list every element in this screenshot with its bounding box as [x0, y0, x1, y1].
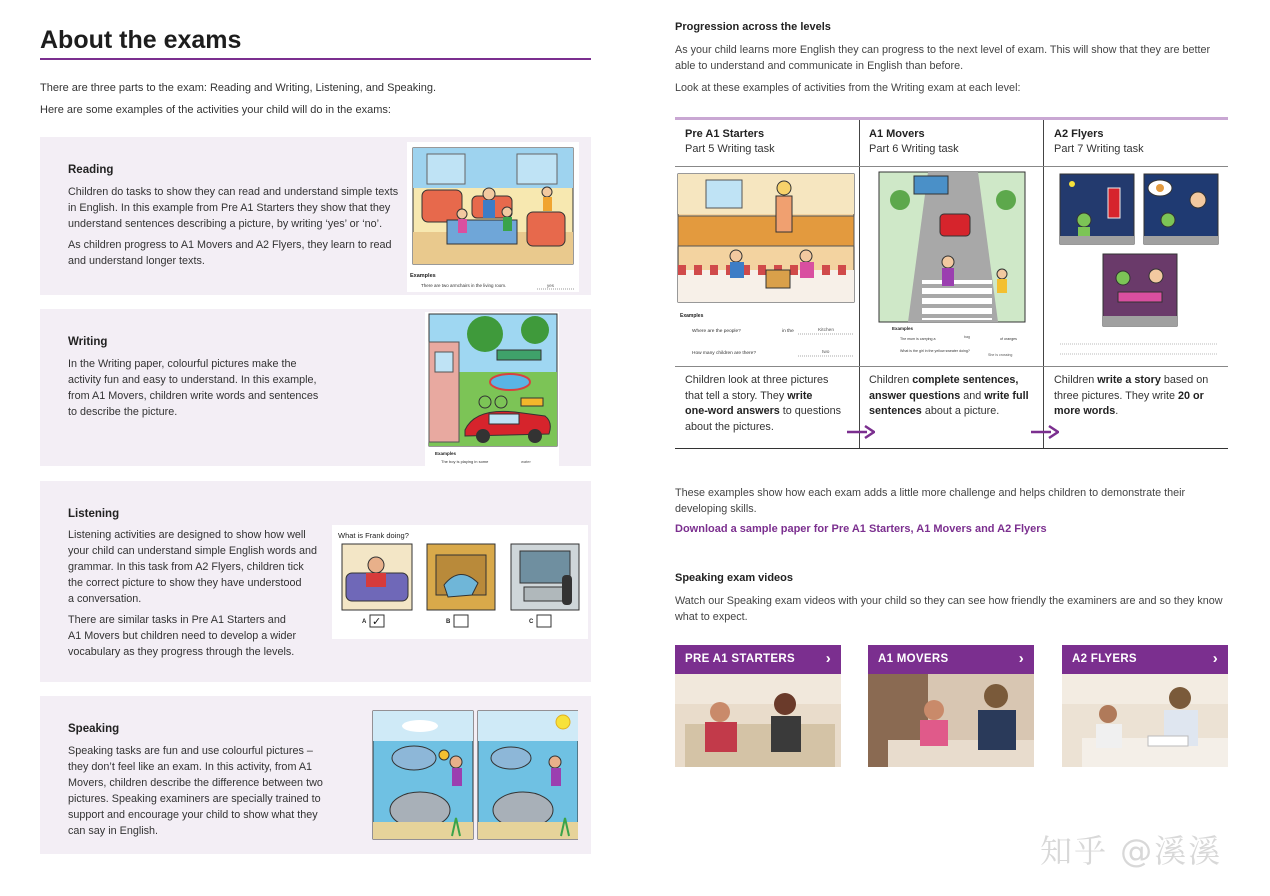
speaking-text: Movers, children describe the difference between two — [68, 777, 323, 789]
starters-image-question-mid: in the — [782, 329, 794, 334]
video-title-bar[interactable] — [868, 645, 1034, 674]
speaking-heading: Speaking — [68, 723, 120, 735]
title-underline — [40, 58, 591, 60]
flyers-description — [1054, 373, 1219, 420]
level-name: A2 Flyers — [1054, 128, 1104, 140]
speaking-panel — [40, 696, 591, 854]
starters-image-examples-label: Examples — [680, 313, 704, 319]
starters-image-answer: two — [822, 350, 830, 355]
movers-image-answer: bag — [964, 335, 970, 339]
task-name: Part 5 Writing task — [685, 143, 775, 155]
intro-text: There are three parts to the exam: Reading and Writing, Listening, and Speaking. — [40, 82, 437, 94]
chevron-right-icon: › — [825, 650, 831, 667]
description-bold: more words — [1054, 405, 1116, 417]
writing-image-sentence: The boy is playing in some — [441, 459, 489, 464]
listening-example-image — [332, 525, 588, 639]
starters-image-question: How many children are there? — [692, 351, 756, 356]
column-header-movers — [869, 127, 959, 157]
listening-text: a conversation. — [68, 593, 142, 605]
videos-text: what to expect. — [675, 611, 748, 623]
listening-text: Listening activities are designed to show how well — [68, 529, 306, 541]
arrow-right-icon — [847, 424, 875, 440]
task-name: Part 6 Writing task — [869, 143, 959, 155]
listening-text: A1 Movers but children need to develop a wider — [68, 630, 297, 642]
description-bold: sentences — [869, 405, 922, 417]
description-text: about the pictures. — [685, 420, 774, 433]
description-text: Children — [1054, 374, 1098, 386]
listening-heading: Listening — [68, 508, 120, 520]
description-bold: one-word answers — [685, 405, 780, 417]
speaking-example-image — [372, 710, 578, 840]
download-sample-link[interactable]: Download a sample paper for Pre A1 Starters, A1 Movers and A2 Flyers — [675, 523, 1047, 535]
movers-image-sentence: The mum is carrying a — [900, 337, 936, 341]
movers-image-question: What is the girl in the yellow sweater doing? — [900, 349, 970, 353]
reading-example-image — [407, 142, 579, 292]
speaking-text: support and encourage your child to show what they — [68, 809, 318, 821]
reading-text: As children progress to A1 Movers and A2 Flyers, they learn to read — [68, 239, 392, 251]
writing-panel — [40, 309, 591, 466]
reading-text: understand sentences describing a picture, by writing ‘yes’ or ‘no’. — [68, 218, 383, 230]
chevron-right-icon: › — [1018, 650, 1024, 667]
starters-description — [685, 373, 850, 435]
column-header-starters — [685, 127, 775, 157]
video-movers[interactable] — [868, 645, 1034, 767]
listening-image-question: What is Frank doing? — [338, 531, 409, 540]
description-text: to questions — [779, 405, 842, 417]
video-thumbnail — [675, 674, 841, 767]
writing-example-image — [425, 312, 559, 466]
task-name: Part 7 Writing task — [1054, 143, 1144, 155]
reading-text: Children do tasks to show they can read and understand simple texts — [68, 186, 399, 198]
flyers-example-image — [1048, 170, 1224, 364]
description-bold: complete sentences, — [912, 374, 1019, 386]
video-thumbnail — [868, 674, 1034, 767]
writing-text: to describe the picture. — [68, 406, 178, 418]
video-starters[interactable] — [675, 645, 841, 767]
arrow-right-icon — [1031, 424, 1059, 440]
description-bold: write full — [984, 389, 1029, 402]
video-label: PRE A1 STARTERS — [685, 653, 795, 665]
table-row-divider — [675, 166, 1228, 167]
description-text: about a picture. — [921, 405, 1000, 417]
videos-text: Watch our Speaking exam videos with your child so they can see how friendly the examiners are and so they know — [675, 595, 1223, 607]
description-bold: write — [787, 389, 813, 402]
checkmark-icon: ✓ — [372, 615, 382, 628]
video-flyers[interactable] — [1062, 645, 1228, 767]
reading-image-examples-label: Examples — [410, 273, 436, 279]
listening-option-b: B — [446, 619, 451, 625]
movers-image-answer: She is crossing — [988, 353, 1013, 357]
movers-image-sentence-end: of oranges — [1000, 337, 1017, 341]
reading-panel — [40, 137, 591, 295]
description-bold: answer questions — [869, 389, 961, 402]
video-thumbnail — [1062, 674, 1228, 767]
listening-option-c: C — [529, 619, 534, 625]
description-text: Children — [869, 374, 913, 386]
writing-heading: Writing — [68, 336, 108, 348]
reading-text: and understand longer texts. — [68, 255, 205, 267]
reading-text: in English. In this example from Pre A1 Starters they show that they — [68, 202, 391, 214]
progression-heading: Progression across the levels — [675, 21, 831, 33]
examples-text: These examples show how each exam adds a little more challenge and helps children to demonstrate their — [675, 487, 1186, 499]
table-divider — [1043, 120, 1044, 448]
starters-image-question: Where are the people? — [692, 329, 741, 334]
watermark: 知乎 @溪溪 — [1040, 832, 1223, 870]
listening-text: vocabulary as they progress through the levels. — [68, 646, 295, 658]
video-label: A1 MOVERS — [878, 653, 949, 665]
look-text: Look at these examples of activities from the Writing exam at each level: — [675, 82, 1021, 94]
writing-text: In the Writing paper, colourful pictures make the — [68, 358, 297, 370]
writing-text: activity fun and easy to understand. In this example, — [68, 374, 317, 386]
speaking-text: they don’t feel like an exam. In this activity, from A1 — [68, 761, 313, 773]
description-bold: 20 or — [1178, 389, 1204, 402]
movers-description — [869, 373, 1034, 420]
description-bold: write a story — [1097, 374, 1161, 386]
chevron-right-icon: › — [1212, 650, 1218, 667]
starters-image-answer: Kitchen — [818, 328, 834, 333]
speaking-text: Speaking tasks are fun and use colourful pictures – — [68, 745, 313, 757]
reading-image-sentence: There are two armchairs in the living room. — [421, 283, 507, 288]
listening-option-a: A — [362, 619, 367, 625]
reading-heading: Reading — [68, 164, 114, 176]
table-row-divider — [675, 366, 1228, 367]
level-name: Pre A1 Starters — [685, 128, 765, 140]
intro-text-examples: Here are some examples of the activities your child will do in the exams: — [40, 104, 391, 116]
listening-text: the correct picture to show they have understood — [68, 577, 302, 589]
listening-text: There are similar tasks in Pre A1 Starters and — [68, 614, 286, 626]
level-name: A1 Movers — [869, 128, 925, 140]
description-text: that tell a story. They — [685, 389, 788, 402]
movers-example-image — [878, 170, 1026, 364]
listening-text: grammar. In this task from A2 Flyers, children tick — [68, 561, 304, 573]
table-top-bar — [675, 117, 1228, 120]
writing-image-answer: water — [521, 459, 531, 464]
speaking-text: can say in English. — [68, 825, 159, 837]
page-title: About the exams — [40, 26, 242, 54]
progression-text: As your child learns more English they can progress to the next level of exam. This will show that they are better — [675, 44, 1211, 56]
video-title-bar[interactable] — [1062, 645, 1228, 674]
description-text: and — [960, 389, 985, 402]
writing-text: from A1 Movers, children write words and sentences — [68, 390, 319, 402]
table-bottom-rule — [675, 448, 1228, 449]
listening-text: your child can understand simple English words and — [68, 545, 318, 557]
starters-example-image — [676, 170, 856, 364]
progression-text: able to understand and communicate in English than before. — [675, 60, 964, 72]
listening-panel — [40, 481, 591, 682]
description-text: based on — [1160, 374, 1209, 386]
description-text: three pictures. They write — [1054, 389, 1179, 402]
column-header-flyers — [1054, 127, 1144, 157]
description-text: Children look at three pictures — [685, 374, 829, 386]
table-divider — [859, 120, 860, 448]
description-text: . — [1115, 405, 1119, 417]
examples-text: developing skills. — [675, 503, 757, 515]
reading-image-answer: yes — [547, 283, 555, 288]
video-title-bar[interactable] — [675, 645, 841, 674]
writing-image-examples-label: Examples — [435, 451, 457, 456]
speaking-text: pictures. Speaking examiners are specially trained to — [68, 793, 321, 805]
movers-image-examples-label: Examples — [892, 326, 914, 331]
video-label: A2 FLYERS — [1072, 653, 1137, 665]
videos-heading: Speaking exam videos — [675, 572, 793, 584]
